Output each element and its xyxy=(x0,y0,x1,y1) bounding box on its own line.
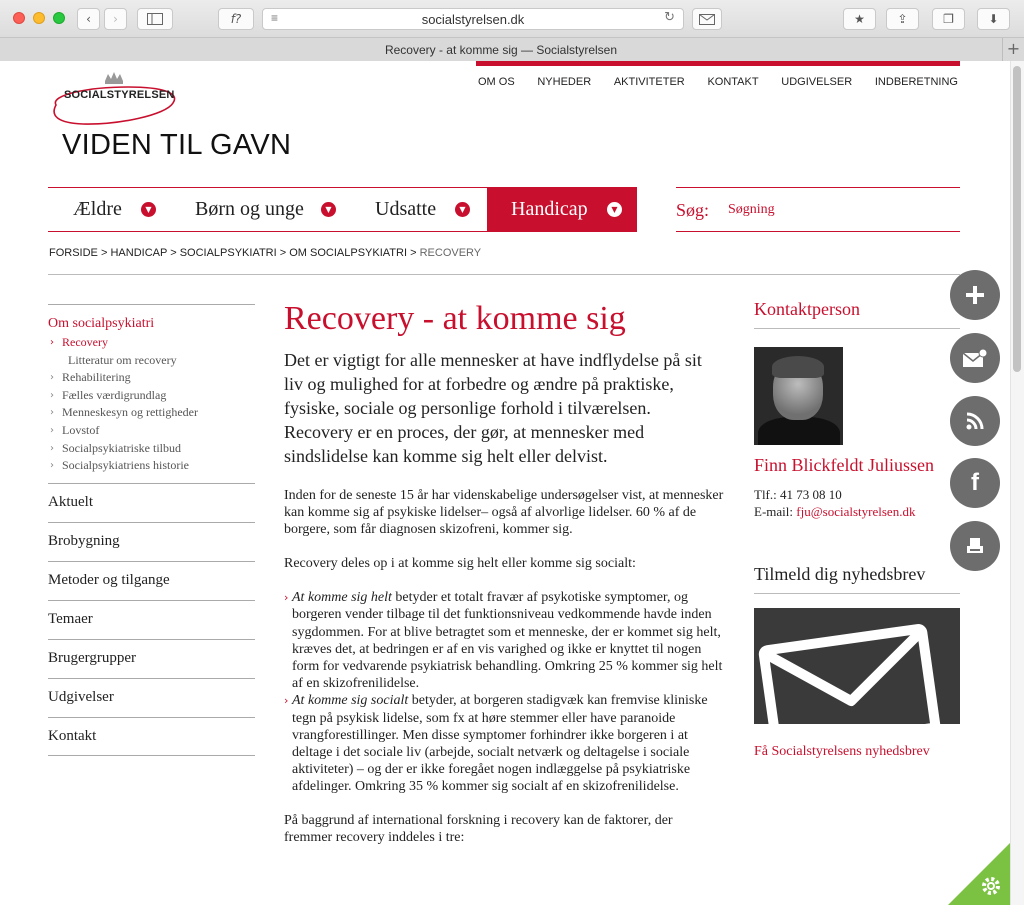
list-item-term: At komme sig helt xyxy=(292,590,392,606)
search-label: Søg: xyxy=(676,200,710,220)
share-facebook-button[interactable] xyxy=(950,458,1000,508)
rss-icon xyxy=(965,411,985,431)
star-icon: ★ xyxy=(854,12,865,26)
article-list xyxy=(284,589,724,795)
list-item xyxy=(284,589,724,692)
email-icon xyxy=(962,348,988,368)
window-zoom-button[interactable] xyxy=(53,12,65,24)
article-paragraph: Recovery deles op i at komme sig helt eller komme sig socialt: xyxy=(284,556,636,572)
contact-email-label: E-mail: xyxy=(754,504,797,519)
leftnav-item-label: Litteratur om recovery xyxy=(68,352,177,367)
forward-button[interactable] xyxy=(104,8,127,30)
contact-email-link[interactable]: fju@socialstyrelsen.dk xyxy=(796,504,916,519)
chevron-down-icon[interactable]: ▼ xyxy=(141,202,156,217)
leftnav-metoder[interactable]: Metoder og tilgange xyxy=(48,561,255,600)
article xyxy=(284,299,724,846)
leftnav-udgivelser[interactable]: Udgivelser xyxy=(48,678,255,717)
article-paragraph: På baggrund af international forskning i recovery kan de faktorer, der fremmer recovery inddeles i tre: xyxy=(284,812,673,845)
divider xyxy=(48,274,960,275)
address-bar[interactable] xyxy=(262,8,684,30)
chevron-right-icon: › xyxy=(50,424,54,436)
share-plus-button[interactable] xyxy=(950,270,1000,320)
contact-name: Finn Blickfeldt Juliussen xyxy=(754,455,934,475)
topnav-indberetning[interactable]: INDBERETNING xyxy=(874,76,958,88)
reader-view-icon[interactable]: ≡ xyxy=(271,11,279,25)
reader-label: f? xyxy=(230,12,242,26)
leftnav-item-historie[interactable] xyxy=(48,457,255,475)
breadcrumb-current: RECOVERY xyxy=(419,247,482,259)
bookmarks-button[interactable] xyxy=(843,8,876,30)
list-item-text: betyder, at borgeren stadigvæk kan fremvise kliniske tegn på psykisk lidelse, som fx at høre stemmer eller have paranoide vrangforestillinger. Men disse symptomer forhindrer ikke borgeren i at deltage i det sociale liv (arbejde, socialt netværk og deltagelse i sociale aktiviteter) – og der er ikke foregået nogen indlæggelse på psykiatriske afdelinger. Omkring 35 % kommer sig socialt af en skizofrenilidelse. xyxy=(292,693,708,795)
mainnav-label: Udsatte xyxy=(375,198,437,220)
chevron-down-icon[interactable]: ▼ xyxy=(455,202,470,217)
topnav-om-os[interactable]: OM OS xyxy=(478,76,515,88)
leftnav-item-menneskesyn[interactable] xyxy=(48,404,255,422)
sidebar-icon xyxy=(147,13,163,25)
breadcrumb-handicap[interactable]: HANDICAP xyxy=(110,247,168,259)
article-lead: Det er vigtigt for alle mennesker at have indflydelse på sit liv og mulighed for at forbedre og ændre på praktiske, fysiske, sociale og personlige forhold i tilværelsen. Recovery er en proces, der gør, at mennesker med sindslidelse kan komme sig helt eller delvist. xyxy=(284,350,702,467)
topnav-accent-bar xyxy=(476,61,960,66)
list-item xyxy=(284,692,724,795)
leftnav-item-lovstof[interactable] xyxy=(48,422,255,440)
logo-text: SOCIALSTYRELSEN xyxy=(64,89,175,101)
leftnav-item-recovery[interactable] xyxy=(48,334,255,352)
newsletter-link[interactable]: Få Socialstyrelsens nyhedsbrev xyxy=(754,744,930,759)
plus-icon xyxy=(965,285,985,305)
contact-phone: Tlf.: 41 73 08 10 xyxy=(754,487,842,502)
topnav-aktiviteter[interactable]: AKTIVITETER xyxy=(613,76,685,88)
contact-info xyxy=(754,486,960,520)
back-button[interactable] xyxy=(77,8,100,30)
leftnav-item-litteratur[interactable] xyxy=(48,352,255,370)
mainnav-born-og-unge[interactable] xyxy=(173,188,353,231)
scrollbar-thumb[interactable] xyxy=(1013,66,1021,372)
share-button[interactable] xyxy=(886,8,919,30)
topnav-udgivelser[interactable]: UDGIVELSER xyxy=(781,76,853,88)
leftnav-item-rehabilitering[interactable] xyxy=(48,369,255,387)
leftnav-item-label: Menneskesyn og rettigheder xyxy=(62,405,198,420)
sidebar-right xyxy=(754,299,960,760)
leftnav-item-label: Fælles værdigrundlag xyxy=(62,387,167,402)
contact-heading: Kontaktperson xyxy=(754,299,960,329)
site-tagline: VIDEN TIL GAVN xyxy=(62,129,292,161)
envelope-icon xyxy=(754,608,960,724)
download-icon: ⬇ xyxy=(988,12,999,26)
leftnav-item-vaerdigrundlag[interactable] xyxy=(48,387,255,405)
leftnav-kontakt[interactable]: Kontakt xyxy=(48,717,255,756)
newsletter-envelope-image[interactable] xyxy=(754,608,960,724)
breadcrumb-separator: > xyxy=(410,247,417,259)
chevron-right-icon: › xyxy=(50,460,54,472)
site-logo[interactable] xyxy=(48,69,178,119)
envelope-icon xyxy=(699,14,715,25)
breadcrumb xyxy=(49,247,481,259)
chevron-right-icon: › xyxy=(50,337,54,348)
reader-extension-button[interactable] xyxy=(218,8,254,30)
leftnav-temaer[interactable]: Temaer xyxy=(48,600,255,639)
top-navigation xyxy=(476,76,960,88)
breadcrumb-om-socialpsykiatri[interactable]: OM SOCIALPSYKIATRI xyxy=(289,247,408,259)
article-paragraph: Inden for de seneste 15 år har videnskabelige undersøgelser vist, at mennesker kan komme sig af psykiske lidelser– også af alvorlige lidelser. 60 % af de borgere, som får diagnosen skizofreni, kommer sig. xyxy=(284,488,724,538)
browser-toolbar xyxy=(0,0,1024,38)
mail-page-button[interactable] xyxy=(692,8,722,30)
chevron-right-icon: › xyxy=(50,372,54,384)
leftnav-item-label: Socialpsykiatriske tilbud xyxy=(62,440,181,455)
gear-icon xyxy=(948,843,1010,905)
facebook-icon: f xyxy=(971,469,979,496)
chevron-right-icon: › xyxy=(284,591,289,605)
mainnav-handicap[interactable] xyxy=(487,188,637,231)
tab-title: Recovery - at komme sig — Socialstyrelsen xyxy=(384,42,618,57)
contact-photo xyxy=(754,347,843,445)
tabs-icon: ❐ xyxy=(943,12,954,26)
chevron-down-icon[interactable]: ▼ xyxy=(607,202,622,217)
leftnav-item-tilbud[interactable] xyxy=(48,440,255,458)
leftnav-brobygning[interactable]: Brobygning xyxy=(48,522,255,561)
cookie-settings-button[interactable] xyxy=(948,843,1010,905)
mainnav-aeldre[interactable] xyxy=(48,188,173,231)
leftnav-aktuelt[interactable]: Aktuelt xyxy=(48,483,255,522)
search-box xyxy=(676,187,960,232)
chevron-right-icon: › xyxy=(50,389,54,401)
active-tab[interactable] xyxy=(0,38,1003,61)
url-text: socialstyrelsen.dk xyxy=(421,11,525,27)
chevron-right-icon: › xyxy=(50,407,54,419)
topnav-nyheder[interactable]: NYHEDER xyxy=(537,76,592,88)
downloads-button[interactable] xyxy=(977,8,1010,30)
chevron-down-icon[interactable]: ▼ xyxy=(321,202,336,217)
list-item-text: betyder et totalt fravær af psykotiske symptomer, og borgeren vender tilbage til det funktionsniveau vedkommende havde inden sygdommen. For at blive betragtet som et menneske, der er kommet sig helt, kræves det, at bedringen er af en vis varighed og ikke er knyttet til nogen form for vedvarende psykiatrisk behandling. Omkring 25 % kommer sig helt af en skizofrenilidelse. xyxy=(292,590,723,692)
leftnav-heading[interactable]: Om socialpsykiatri xyxy=(48,316,155,331)
plus-icon: + xyxy=(1006,39,1021,58)
search-input[interactable] xyxy=(728,197,953,223)
breadcrumb-forside[interactable]: FORSIDE xyxy=(49,247,98,259)
window-close-button[interactable] xyxy=(13,12,25,24)
web-page xyxy=(0,61,1010,905)
sidebar-button[interactable] xyxy=(137,8,173,30)
share-email-button[interactable] xyxy=(950,333,1000,383)
print-icon xyxy=(965,536,985,556)
breadcrumb-socialpsykiatri[interactable]: SOCIALPSYKIATRI xyxy=(179,247,277,259)
section-navigation xyxy=(48,304,255,756)
topnav-kontakt[interactable]: KONTAKT xyxy=(707,76,759,88)
leftnav-item-label: Socialpsykiatriens historie xyxy=(62,458,189,473)
leftnav-item-label: Rehabilitering xyxy=(62,370,131,385)
share-print-button[interactable] xyxy=(950,521,1000,571)
leftnav-item-label: Lovstof xyxy=(62,422,100,437)
browser-chrome xyxy=(0,0,1024,61)
breadcrumb-separator: > xyxy=(279,247,287,259)
share-rss-button[interactable] xyxy=(950,396,1000,446)
tabs-overview-button[interactable] xyxy=(932,8,965,30)
leftnav-brugergrupper[interactable]: Brugergrupper xyxy=(48,639,255,678)
breadcrumb-separator: > xyxy=(100,247,108,259)
divider xyxy=(48,304,255,305)
chevron-right-icon: › xyxy=(50,442,54,454)
main-navigation xyxy=(48,187,637,232)
mainnav-label: Ældre xyxy=(73,198,122,220)
tab-bar xyxy=(0,38,1024,61)
chevron-right-icon: › xyxy=(284,694,289,708)
newsletter-heading: Tilmeld dig nyhedsbrev xyxy=(754,564,960,594)
new-tab-button[interactable] xyxy=(1003,38,1024,61)
page-title: Recovery - at komme sig xyxy=(284,300,626,337)
mainnav-label: Handicap xyxy=(511,198,588,220)
breadcrumb-separator: > xyxy=(170,247,177,259)
mainnav-udsatte[interactable] xyxy=(353,188,487,231)
leftnav-sublist xyxy=(48,334,255,483)
leftnav-item-label: Recovery xyxy=(62,335,108,349)
chevron-right-icon: › xyxy=(113,12,118,26)
list-item-term: At komme sig socialt xyxy=(292,693,409,709)
chevron-left-icon: ‹ xyxy=(86,12,91,26)
reload-icon[interactable]: ↻ xyxy=(664,10,675,25)
window-minimize-button[interactable] xyxy=(33,12,45,24)
share-icon: ⇪ xyxy=(897,12,908,26)
mainnav-label: Børn og unge xyxy=(195,198,304,220)
